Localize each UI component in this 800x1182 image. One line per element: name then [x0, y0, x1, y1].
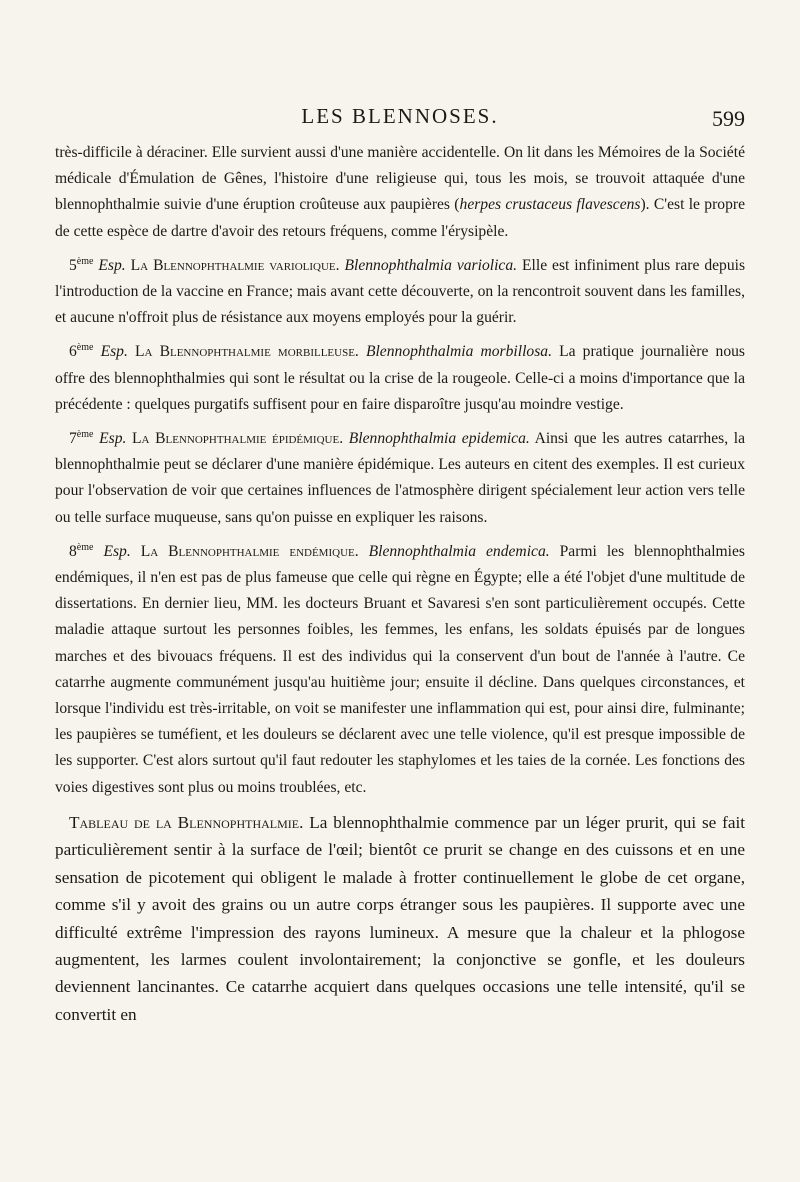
page-number: 599 — [712, 106, 745, 131]
species-number: 5 — [69, 256, 77, 274]
species-title: La Blennophthalmie épidémique. — [132, 430, 344, 448]
species-abbrev: Esp. — [100, 343, 128, 361]
species-number: 7 — [69, 430, 77, 448]
latin-name: Blennophthalmia endemica. — [368, 542, 550, 560]
paragraph-text: La pratique journalière nous offre des blennophthalmies qui sont le résultat ou la crise de la rougeole. Celle-ci a moins d'importance que la précédente : quelques purgatifs suffisent pour en faire disparoître jusqu'au moindre vestige. — [55, 343, 745, 413]
species-6-paragraph — [55, 339, 745, 418]
species-7-paragraph — [55, 426, 745, 531]
species-ordinal: ème — [76, 342, 94, 354]
latin-name: Blennophthalmia morbillosa. — [365, 343, 552, 361]
paragraph-continuation — [55, 140, 745, 245]
latin-name: Blennophthalmia variolica. — [344, 256, 518, 274]
species-title: La Blennophthalmie variolique. — [130, 256, 340, 274]
species-ordinal: ème — [76, 541, 94, 553]
species-number: 8 — [69, 542, 77, 560]
species-5-paragraph — [55, 253, 745, 332]
paragraph-text: Elle est infiniment plus rare depuis l'introduction de la vaccine en France; mais avant cette découverte, on la rencontroit souvent dans les familles, et aucune n'offroit plus de résistance aux moyens employés pour la guérir. — [55, 256, 746, 327]
latin-term: herpes crustaceus flavescens — [459, 196, 641, 214]
species-title: La Blennophthalmie endémique. — [140, 542, 359, 560]
section-title: Tableau de la Blennophthalmie. — [69, 812, 304, 832]
species-ordinal: ème — [76, 255, 94, 267]
paragraph-text-end: ). C'est le propre de cette espèce de dartre d'avoir des retours fréquens, comme l'érysipèle. — [55, 196, 745, 240]
species-abbrev: Esp. — [103, 542, 131, 560]
paragraph-text: très-difficile à déraciner. Elle survient aussi d'une manière accidentelle. On lit dans les Mémoires de la Société médicale d'Émulation de Gênes, l'histoire d'une religieuse qui, tous les mois, se trouvoit attaquée d'une blennophthalmie suivie d'une éruption croûteuse aux paupières ( — [55, 144, 745, 214]
paragraph-text: Parmi les blennophthalmies endémiques, il n'en est pas de plus fameuse que celle qui règne en Égypte; elle a été l'objet d'une multitude de dissertations. En dernier lieu, MM. les docteurs Bruant et Savaresi s'en sont particulièrement occupés. Cette maladie attaque surtout les personnes foibles, les femmes, les enfans, les soldats épuisés par de longues marches et des bivouacs fréquens. Il est des individus qui la conservent d'un bout de l'année à l'autre. Ce catarrhe augmente communément jusqu'au huitième jour; ensuite il décline. Dans quelques circonstances, et lorsque l'individu est très-irritable, on voit se manifester une inflammation qui est, pour ainsi dire, fulminante; les paupières se tuméfient, et les douleurs se déclarent avec une telle violence, qu'il est presque impossible de les supporter. C'est alors surtout qu'il faut redouter les staphylomes et les taies de la cornée. Les fonctions des voies digestives sont plus ou moins troublées, etc. — [55, 542, 746, 796]
species-number: 6 — [69, 343, 77, 361]
species-8-paragraph — [55, 539, 745, 801]
page-body — [55, 140, 745, 1036]
tableau-paragraph — [55, 809, 745, 1028]
species-abbrev: Esp. — [98, 256, 126, 274]
species-abbrev: Esp. — [99, 430, 127, 448]
species-ordinal: ème — [76, 428, 94, 440]
running-head: LES BLENNOSES. — [301, 104, 499, 128]
paragraph-text: La blennophthalmie commence par un léger prurit, qui se fait particulièrement sentir à la surface de l'œil; bientôt ce prurit se change en des cuissons et en une sensation de picotement qui obligent le malade à frotter continuellement le globe de cet organe, comme s'il y avoit des grains ou un autre corps étranger sous les paupières. Il supporte avec une difficulté extrême l'impression des rayons lumineux. A mesure que la chaleur et la phlogose augmentent, les larmes coulent involontairement; la conjonctive se gonfle, et les douleurs deviennent lancinantes. Ce catarrhe acquiert dans quelques occasions une telle intensité, qu'il se convertit en — [55, 812, 745, 1024]
paragraph-text: Ainsi que les autres catarrhes, la blennophthalmie peut se déclarer d'une manière épidémique. Les auteurs en citent des exemples. Il est curieux pour l'observation de voir que certaines influences de l'atmosphère dirigent spécialement leur action vers telle ou telle surface muqueuse, sans qu'on puisse en expliquer les raisons. — [55, 430, 746, 526]
latin-name: Blennophthalmia epidemica. — [348, 430, 530, 448]
species-title: La Blennophthalmie morbilleuse. — [135, 343, 359, 361]
page-header — [0, 104, 800, 134]
